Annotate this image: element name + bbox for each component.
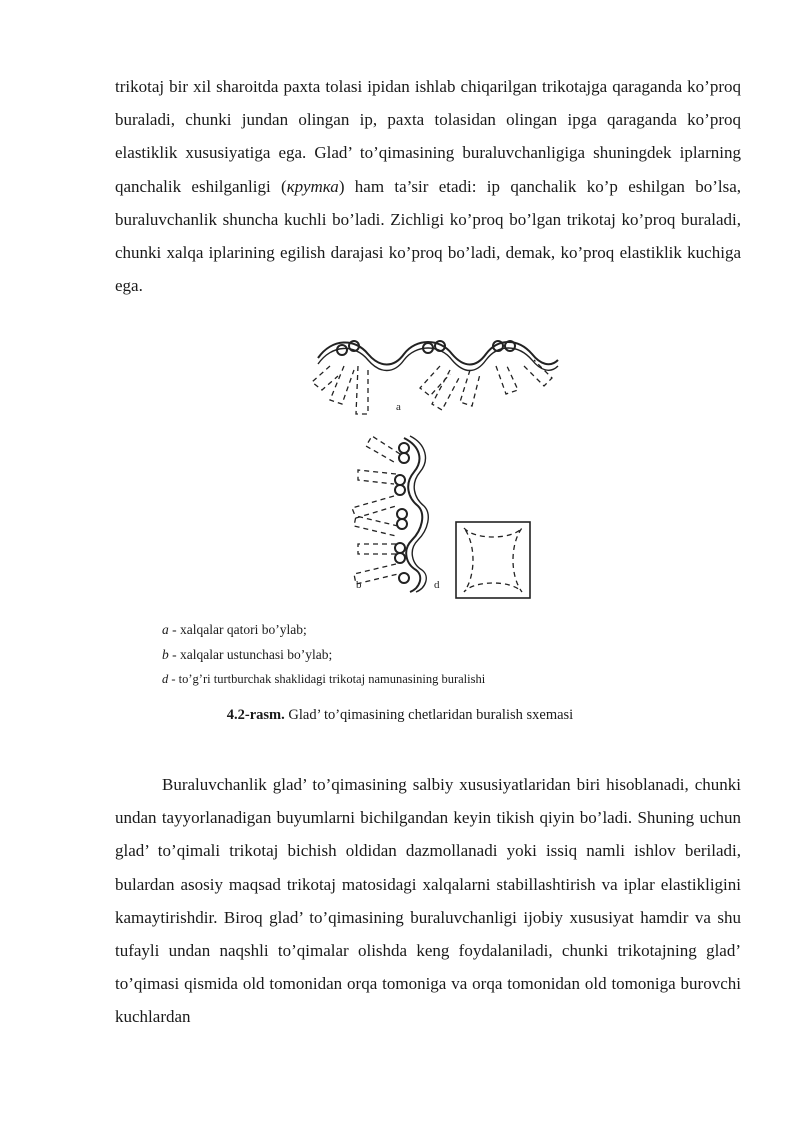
figure-label-d: d xyxy=(434,579,440,591)
diagram-a-loop-row xyxy=(318,341,558,371)
curl-scheme-illustration xyxy=(300,330,560,600)
paragraph-1 xyxy=(115,70,741,302)
caption-text: - xalqalar qatori bo’ylab; xyxy=(168,622,307,637)
paragraph-1-part-2: ) ham ta’sir etadi: ip qanchalik ko’p eshilgan bo’lsa, buraluvchanlik shuncha kuchli bo’ladi. Zichligi ko’proq bo’lgan trikotaj ko’proq buraladi, chunki xalqa iplarining egilish darajasi ko’proq bo’ladi, demak, ko’proq elastiklik kuchiga ega. xyxy=(115,176,741,296)
caption-a xyxy=(162,617,485,642)
caption-text: - xalqalar ustunchasi bo’ylab; xyxy=(168,647,333,662)
figure-number: 4.2-rasm. xyxy=(226,707,285,723)
caption-b xyxy=(162,642,485,667)
diagram-b-loop-column xyxy=(395,436,428,592)
caption-d xyxy=(162,667,485,692)
diagram-b-dashed-loops xyxy=(352,436,400,584)
caption-letter: b xyxy=(162,647,169,662)
figure-title xyxy=(0,707,800,724)
figure-label-a: a xyxy=(396,401,401,413)
paragraph-2: Buraluvchanlik glad’ to’qimasining salbiy xususiyatlaridan biri hisoblanadi, chunki undan tayyorlanadigan buyumlarni bichilgandan keyin tikish qiyin bo’ladi. Shuning uchun glad’ to’qimali trikotaj bichish oldidan dazmollanadi yoki issiq namli ishlov beriladi, bulardan asosiy maqsad trikotaj matosidagi xalqalarni stabillashtirish va iplar elastikligini kamaytirishdir. Biroq glad’ to’qimasining buraluvchanligi ijobiy xususiyat hamdir va shu tufayli undan naqshli to’qimalar olishda keng foydalaniladi, chunki trikotajning glad’ to’qimasi qismida old tomonidan orqa tomoniga va orqa tomonidan old tomoniga burovchi kuchlardan xyxy=(115,775,741,1027)
caption-text: - to’g’ri turtburchak shaklidagi trikotaj namunasining buralishi xyxy=(168,672,486,686)
figure-title-text: Glad’ to’qimasining chetlaridan buralish sxemasi xyxy=(284,707,574,723)
figure-4-2 xyxy=(300,330,560,600)
paragraph-1-part-1: trikotaj bir xil sharoitda paxta tolasi ipidan ishlab chiqarilgan trikotajga qaraganda ko’proq buraladi, chunki jundan olingan ip, paxta tolasidan olingan ipga qaraganda ko’proq elastiklik xususiyatiga ega. Glad’ to’qimasining buraluvchanligiga shuningdek iplarning qanchalik eshilganligi ( xyxy=(115,77,741,196)
figure-captions xyxy=(162,617,485,692)
russian-term: крутка xyxy=(286,176,339,196)
diagram-a-dashed-loops xyxy=(312,360,552,414)
caption-letter: d xyxy=(162,672,169,686)
diagram-d-curled-rectangle xyxy=(456,522,530,598)
caption-letter: a xyxy=(162,622,169,637)
figure-label-b: b xyxy=(356,579,362,591)
